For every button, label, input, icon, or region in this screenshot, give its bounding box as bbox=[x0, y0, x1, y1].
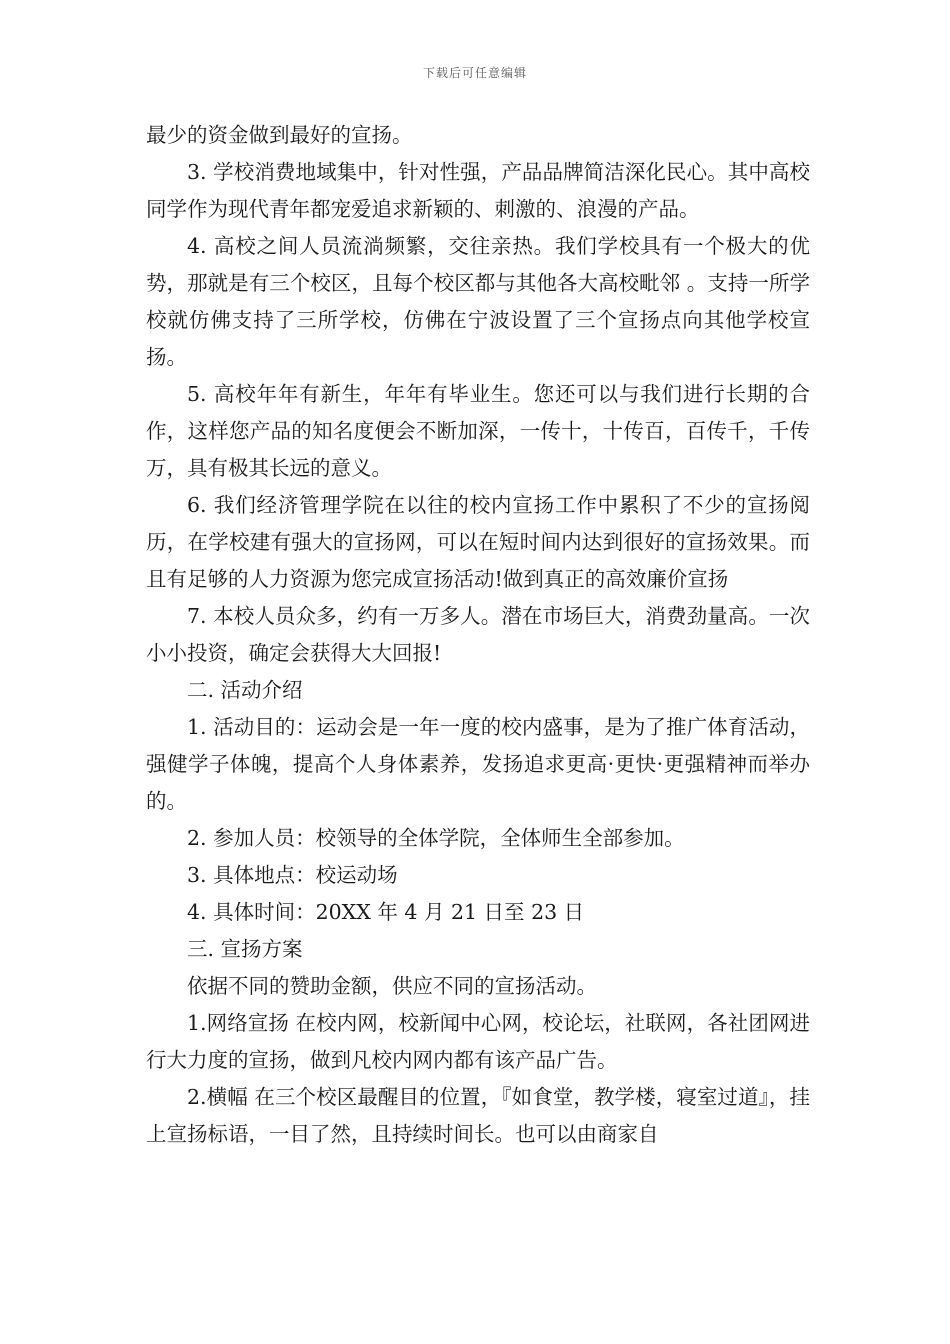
paragraph-5: 7. 本校人员众多，约有一万多人。潜在市场巨大，消费劲量高。一次小小投资，确定会获得大大回报! bbox=[146, 604, 810, 665]
document-body bbox=[146, 117, 810, 1153]
paragraph-1: 3. 学校消费地域集中，针对性强，产品品牌简洁深化民心。其中高校同学作为现代青年都宠爱追求新颖的、刺激的、浪漫的产品。 bbox=[146, 160, 810, 221]
paragraph-4: 6. 我们经济管理学院在以往的校内宣扬工作中累积了不少的宣扬阅历，在学校建有强大的宣扬网，可以在短时间内达到很好的宣扬效果。而且有足够的人力资源为您完成宣扬活动!做到真正的高效廉价宣扬 bbox=[146, 493, 810, 591]
paragraph-14: 2.横幅 在三个校区最醒目的位置，『如食堂，教学楼，寝室过道』，挂上宣扬标语，一目了然，且持续时间长。也可以由商家自 bbox=[146, 1085, 810, 1146]
paragraph-10: 4. 具体时间：20XX 年 4 月 21 日至 23 日 bbox=[187, 900, 585, 924]
paragraph-13: 1.网络宣扬 在校内网，校新闻中心网，校论坛，社联网，各社团网进行大力度的宣扬，做到凡校内网内都有该产品广告。 bbox=[146, 1011, 810, 1072]
paragraph-12: 依据不同的赞助金额，供应不同的宣扬活动。 bbox=[187, 974, 597, 998]
paragraph-2: 4. 高校之间人员流淌频繁，交往亲热。我们学校具有一个极大的优势，那就是有三个校区，且每个校区都与其他各大高校毗邻 。支持一所学校就仿佛支持了三所学校，仿佛在宁波设置了三个宣扬点向其他学校宣扬。 bbox=[146, 234, 810, 369]
paragraph-3: 5. 高校年年有新生，年年有毕业生。您还可以与我们进行长期的合作，这样您产品的知名度便会不断加深，一传十，十传百，百传千，千传万，具有极其长远的意义。 bbox=[146, 382, 810, 480]
paragraph-9: 3. 具体地点：校运动场 bbox=[187, 863, 398, 887]
section-heading-plan: 三. 宣扬方案 bbox=[187, 937, 303, 961]
page-header: 下载后可任意编辑 bbox=[422, 66, 527, 80]
paragraph-0: 最少的资金做到最好的宣扬。 bbox=[146, 123, 413, 147]
paragraph-8: 2. 参加人员：校领导的全体学院，全体师生全部参加。 bbox=[187, 826, 685, 850]
paragraph-7: 1. 活动目的：运动会是一年一度的校内盛事，是为了推广体育活动，强健学子体魄，提高个人身体素养，发扬追求更高·更快·更强精神而举办的。 bbox=[146, 715, 810, 813]
section-heading-activity: 二. 活动介绍 bbox=[187, 678, 303, 702]
